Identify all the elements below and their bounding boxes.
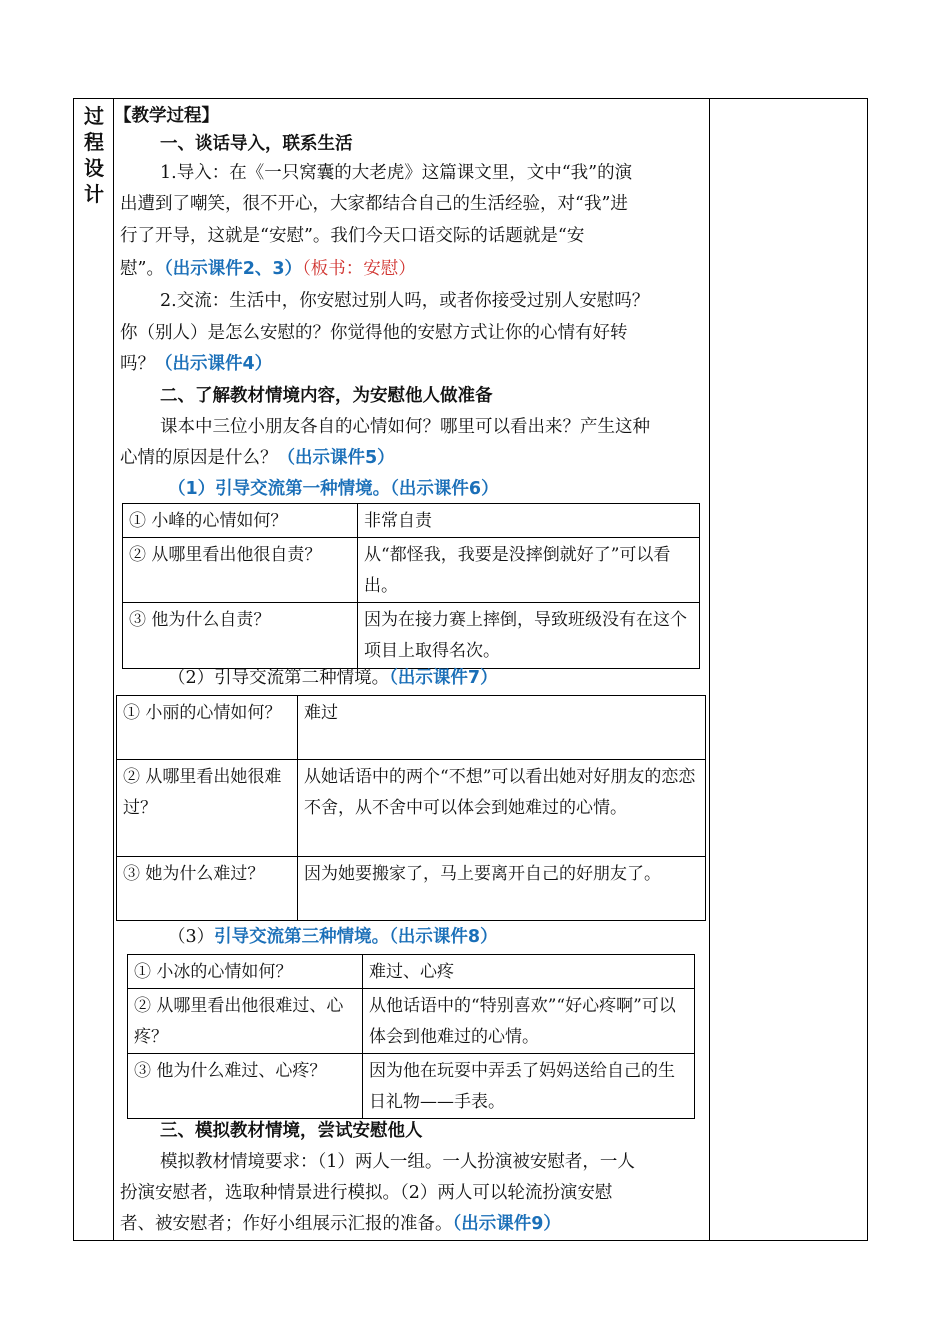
paragraph-line: 行了开导，这就是“安慰”。我们今天口语交际的话题就是“安 (120, 226, 585, 246)
answer-cell: 因为她要搬家了，马上要离开自己的好朋友了。 (298, 857, 706, 921)
question-cell: ① 小丽的心情如何？ (117, 696, 298, 760)
section-heading: 【教学过程】 (114, 106, 219, 126)
courseware-note: 引导交流第三种情境。（出示课件8） (214, 927, 498, 947)
lesson-plan-table (73, 98, 868, 1241)
label-char: 设 (84, 156, 104, 180)
section3-title: 三、模拟教材情境，尝试安慰他人 (160, 1121, 423, 1141)
question-cell: ② 从哪里看出他很自责？ (123, 538, 358, 603)
section1-title: 一、谈话导入，联系生活 (160, 134, 353, 154)
courseware-note: （出示课件4） (155, 354, 273, 374)
text: 慰”。 (120, 259, 164, 279)
paragraph-line (120, 444, 395, 469)
situation-table-1 (122, 503, 700, 669)
column-divider (709, 99, 710, 1240)
courseware-note: （出示课件9） (452, 1214, 561, 1234)
paragraph-line (120, 1210, 561, 1235)
table-row (128, 1054, 695, 1119)
text: 心情的原因是什么？ (120, 448, 278, 468)
answer-cell: 因为在接力赛上摔倒，导致班级没有在这个项目上取得名次。 (358, 603, 700, 669)
sub-situation-1: （1）引导交流第一种情境。（出示课件6） (168, 479, 499, 499)
question-cell: ② 从哪里看出他很难过、心疼？ (128, 989, 363, 1054)
answer-cell: 从她话语中的两个“不想”可以看出她对好朋友的恋恋不舍，从不舍中可以体会到她难过的心情。 (298, 760, 706, 857)
question-cell: ② 从哪里看出她很难过？ (117, 760, 298, 857)
answer-cell: 因为他在玩耍中弄丢了妈妈送给自己的生日礼物——手表。 (363, 1054, 695, 1119)
paragraph-line: 2.交流：生活中，你安慰过别人吗，或者你接受过别人安慰吗？ (160, 291, 650, 311)
answer-cell: 非常自责 (358, 504, 700, 538)
table-row (117, 696, 706, 760)
paragraph-line: 课本中三位小朋友各自的心情如何？哪里可以看出来？产生这种 (160, 417, 650, 437)
row-label-process-design (74, 103, 114, 207)
paragraph-line (120, 255, 416, 280)
table-row (123, 603, 700, 669)
label-char: 程 (84, 130, 104, 154)
paragraph-line: 出遭到了嘲笑，很不开心，大家都结合自己的生活经验，对“我”进 (120, 194, 628, 214)
table-row (128, 989, 695, 1054)
paragraph-line: 你（别人）是怎么安慰的？你觉得他的安慰方式让你的心情有好转 (120, 323, 628, 343)
situation-table-2 (116, 695, 706, 921)
question-cell: ① 小冰的心情如何？ (128, 955, 363, 989)
text: 吗？ (120, 354, 155, 374)
column-divider (113, 99, 114, 1240)
paragraph-line: 扮演安慰者，选取种情景进行模拟。（2）两人可以轮流扮演安慰 (120, 1183, 613, 1203)
text: （3） (168, 927, 215, 947)
section2-title: 二、了解教材情境内容，为安慰他人做准备 (160, 386, 493, 406)
courseware-note: （出示课件2、3） (163, 259, 303, 279)
courseware-note: （出示课件7） (389, 668, 498, 688)
answer-cell: 难过、心疼 (363, 955, 695, 989)
paragraph-line: 模拟教材情境要求：（1）两人一组。一人扮演被安慰者，一人 (160, 1152, 635, 1172)
blackboard-note: （板书：安慰） (302, 259, 416, 279)
table-row (117, 857, 706, 921)
label-char: 计 (84, 182, 104, 206)
question-cell: ③ 他为什么自责？ (123, 603, 358, 669)
table-row (128, 955, 695, 989)
sub-situation-2 (168, 664, 498, 689)
question-cell: ③ 她为什么难过？ (117, 857, 298, 921)
table-row (123, 538, 700, 603)
table-row (117, 760, 706, 857)
sub-situation-3 (168, 923, 498, 948)
answer-cell: 从“都怪我，我要是没摔倒就好了”可以看出。 (358, 538, 700, 603)
text: 者、被安慰者；作好小组展示汇报的准备。 (120, 1214, 453, 1234)
text: （2）引导交流第二种情境。 (168, 668, 390, 688)
paragraph-line (120, 350, 272, 375)
answer-cell: 从他话语中的“特别喜欢”“好心疼啊”可以体会到他难过的心情。 (363, 989, 695, 1054)
table-row (123, 504, 700, 538)
label-char: 过 (84, 104, 104, 128)
courseware-note: （出示课件5） (277, 448, 395, 468)
situation-table-3 (127, 954, 695, 1119)
answer-cell: 难过 (298, 696, 706, 760)
question-cell: ① 小峰的心情如何？ (123, 504, 358, 538)
question-cell: ③ 他为什么难过、心疼？ (128, 1054, 363, 1119)
paragraph-line: 1.导入：在《一只窝囊的大老虎》这篇课文里，文中“我”的演 (160, 163, 633, 183)
